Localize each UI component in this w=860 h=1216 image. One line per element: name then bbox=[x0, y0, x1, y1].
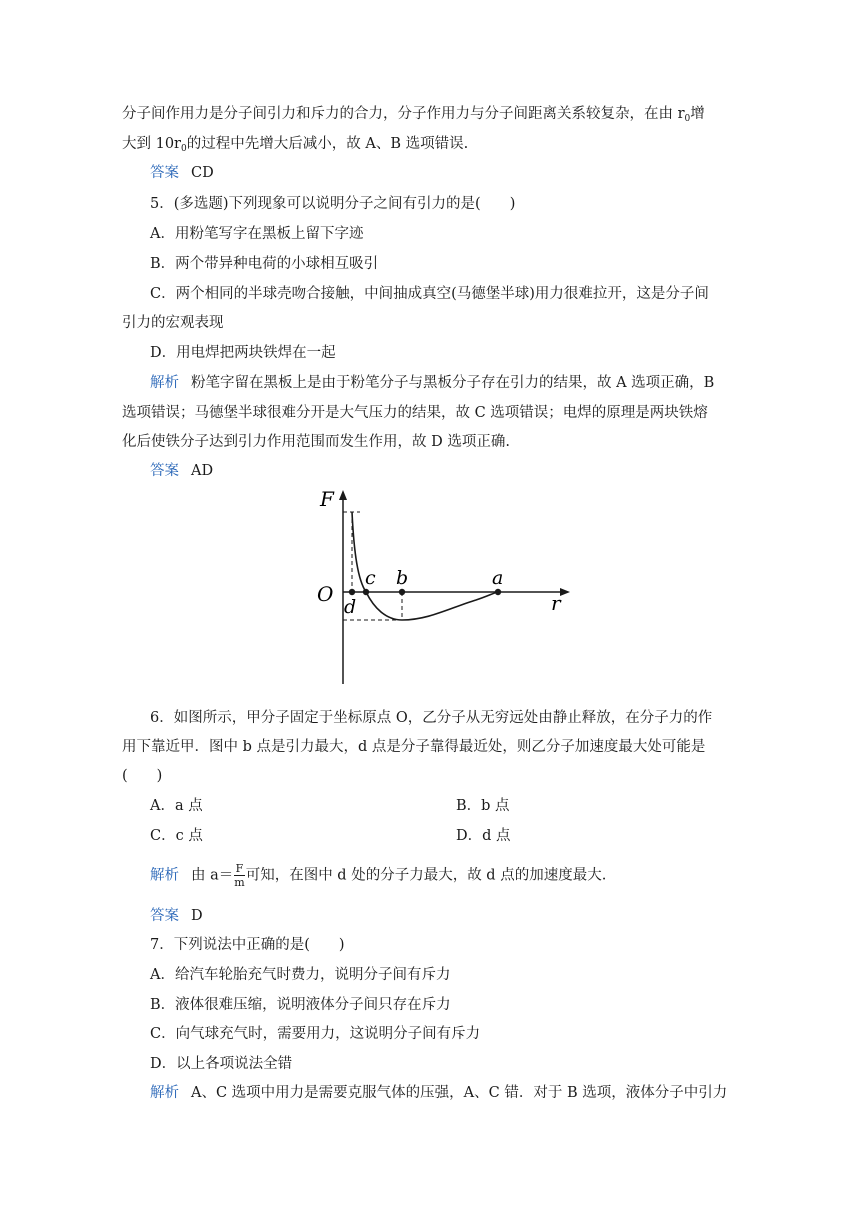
answer-line bbox=[150, 461, 213, 481]
option-b: B．液体很难压缩，说明液体分子间只存在斥力 bbox=[150, 997, 451, 1013]
answer-value: D bbox=[191, 908, 203, 924]
option-c: C．c 点 bbox=[150, 828, 203, 844]
answer-value: CD bbox=[191, 165, 214, 181]
option-a: A．给汽车轮胎充气时费力，说明分子间有斥力 bbox=[150, 967, 451, 983]
option-c-continued: 引力的宏观表现 bbox=[122, 315, 224, 331]
explanation-line: 解析 A、C 选项中用力是需要克服气体的压强，A、C 错．对于 B 选项，液体分子中引力 bbox=[150, 1085, 728, 1101]
y-axis-label: F bbox=[320, 487, 334, 511]
option-a: A．a 点 bbox=[150, 798, 203, 814]
x-axis-arrow bbox=[560, 588, 570, 596]
origin-label: O bbox=[317, 582, 334, 606]
point-a-label: a bbox=[492, 567, 504, 589]
question-stem-continued: ( ) bbox=[122, 768, 163, 784]
point-c-label: c bbox=[365, 567, 376, 589]
force-curve bbox=[352, 512, 498, 620]
option-a: A．用粉笔写字在黑板上留下字迹 bbox=[150, 226, 364, 242]
answer-label: 答案 bbox=[150, 165, 179, 181]
question-stem-continued: 用下靠近甲．图中 b 点是引力最大，d 点是分子靠得最近处，则乙分子加速度最大处可能是 bbox=[122, 739, 706, 755]
point-b-label: b bbox=[396, 567, 409, 589]
fraction: $\frac{F}{m}$ bbox=[234, 862, 245, 889]
option-b: B．两个带异种电荷的小球相互吸引 bbox=[150, 256, 379, 272]
point-d-label: d bbox=[344, 596, 357, 618]
explanation-line: 选项错误；马德堡半球很难分开是大气压力的结果，故 C 选项错误；电焊的原理是两块铁熔 bbox=[122, 405, 708, 421]
option-d: D．d 点 bbox=[456, 828, 511, 844]
explanation-label: 解析 bbox=[150, 1085, 179, 1101]
force-distance-graph bbox=[300, 484, 590, 688]
explanation-label: 解析 bbox=[150, 867, 179, 884]
explanation-line: 分子间作用力是分子间引力和斥力的合力，分子作用力与分子间距离关系较复杂，在由 $r_0$增 bbox=[122, 106, 705, 124]
answer-label: 答案 bbox=[150, 463, 179, 479]
question-stem: 6．如图所示，甲分子固定于坐标原点 O，乙分子从无穷远处由静止释放，在分子力的作 bbox=[150, 710, 713, 726]
point-b bbox=[399, 589, 405, 595]
explanation-line: 解析 粉笔字留在黑板上是由于粉笔分子与黑板分子存在引力的结果，故 A 选项正确，B bbox=[150, 375, 715, 391]
answer-value: AD bbox=[191, 463, 214, 479]
option-d: D．用电焊把两块铁焊在一起 bbox=[150, 345, 336, 361]
y-axis-arrow bbox=[339, 490, 347, 500]
point-d bbox=[349, 589, 355, 595]
explanation-line: 解析 由 a＝ $\frac{F}{m}$ 可知，在图中 d 处的分子力最大，故 d 点的加速度最大. bbox=[150, 862, 607, 889]
explanation-line: 大到 $10r_0$的过程中先增大后减小，故 A、B 选项错误. bbox=[122, 136, 469, 154]
explanation-label: 解析 bbox=[150, 375, 179, 391]
option-d: D．以上各项说法全错 bbox=[150, 1056, 293, 1072]
answer-line bbox=[150, 906, 203, 926]
answer-label: 答案 bbox=[150, 908, 179, 924]
x-axis-label: r bbox=[551, 591, 561, 615]
answer-line bbox=[150, 163, 214, 183]
point-c bbox=[363, 589, 369, 595]
option-c: C．向气球充气时，需要用力，这说明分子间有斥力 bbox=[150, 1026, 481, 1042]
question-stem: 5．(多选题)下列现象可以说明分子之间有引力的是( ) bbox=[150, 196, 516, 212]
point-a bbox=[495, 589, 501, 595]
option-b: B．b 点 bbox=[456, 798, 510, 814]
explanation-line: 化后使铁分子达到引力作用范围而发生作用，故 D 选项正确. bbox=[122, 434, 510, 450]
question-stem: 7．下列说法中正确的是( ) bbox=[150, 937, 345, 953]
option-c: C．两个相同的半球壳吻合接触，中间抽成真空(马德堡半球)用力很难拉开，这是分子间 bbox=[150, 286, 709, 302]
